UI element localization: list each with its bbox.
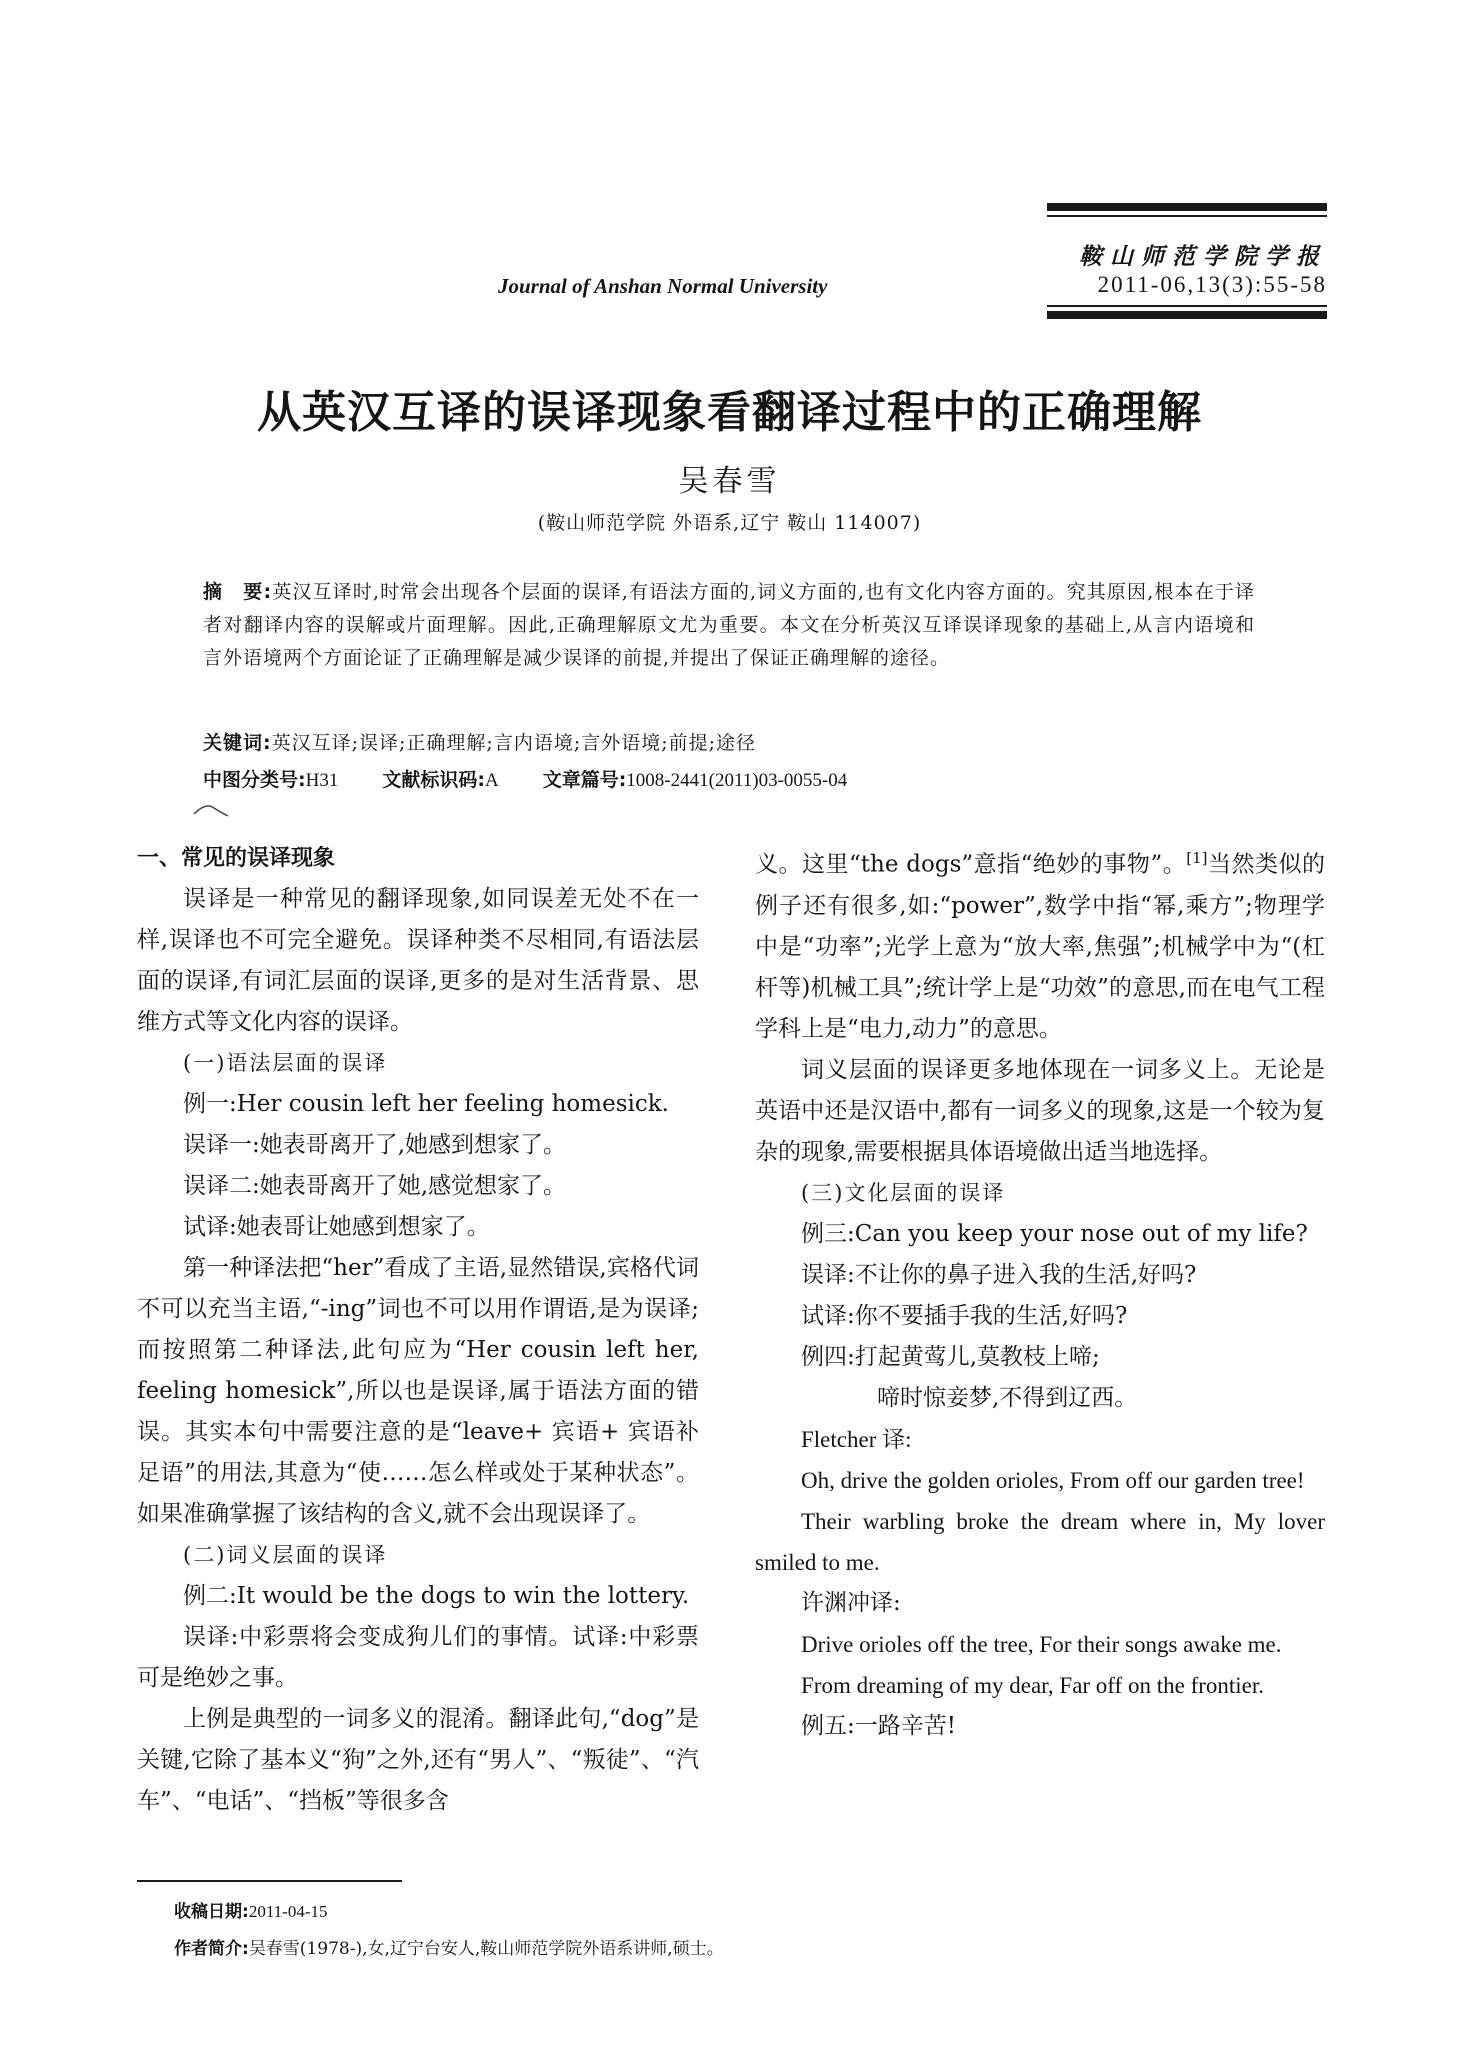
paragraph: 误译是一种常见的翻译现象,如同误差无处不在一样,误译也不可完全避免。误译种类不尽相同,有语法层面的误译,有词汇层面的误译,更多的是对生活背景、思维方式等文化内容的误译。	[137, 886, 699, 1035]
example-3-mistranslation: 误译:不让你的鼻子进入我的生活,好吗?	[801, 1261, 1197, 1288]
xu-line-2: From dreaming of my dear, Far off on the frontier.	[801, 1672, 1265, 1698]
paragraph-text: 义。这里“the dogs”意指“绝妙的事物”。	[755, 851, 1187, 878]
xu-line-1: Drive orioles off the tree, For their songs awake me.	[801, 1631, 1282, 1657]
classification-line	[203, 765, 1303, 792]
doc-code-label: 文献标识码:	[382, 769, 485, 791]
received-label: 收稿日期:	[174, 1902, 249, 1922]
paragraph: 上例是典型的一词多义的混淆。翻译此句,“dog”是关键,它除了基本义“狗”之外,还有“男人”、“叛徒”、“汽车”、“电话”、“挡板”等很多含	[137, 1706, 699, 1814]
example-1-mistranslation-2: 误译二:她表哥离开了她,感觉想家了。	[183, 1173, 567, 1199]
article-no-label: 文章篇号:	[542, 769, 627, 791]
section-heading-1: 一、常见的误译现象	[137, 846, 336, 871]
subsection-heading-2: (二)词义层面的误译	[183, 1543, 388, 1567]
clc-label: 中图分类号:	[203, 769, 306, 791]
abstract-label: 摘 要:	[203, 581, 273, 603]
fletcher-line-2: Their warbling broke the dream where in, My lover smiled to me.	[755, 1508, 1325, 1575]
footnote-author	[174, 1934, 724, 1959]
example-3: 例三:Can you keep your nose out of my life?	[801, 1220, 1308, 1247]
header-rule-top-thick	[1047, 203, 1327, 211]
fletcher-label: Fletcher 译:	[801, 1426, 912, 1452]
body-column-left	[137, 838, 699, 1822]
example-2: 例二:It would be the dogs to win the lottery.	[183, 1583, 690, 1609]
example-4-line-2: 啼时惊妾梦,不得到辽西。	[877, 1384, 1138, 1411]
example-1: 例一:Her cousin left her feeling homesick.	[183, 1091, 669, 1117]
subsection-heading-1: (一)语法层面的误译	[183, 1051, 388, 1075]
example-1-mistranslation-1: 误译一:她表哥离开了,她感到想家了。	[183, 1132, 567, 1158]
abstract-text: 英汉互译时,时常会出现各个层面的误译,有语法方面的,词义方面的,也有文化内容方面的。究其原因,根本在于译者对翻译内容的误解或片面理解。因此,正确理解原文尤为重要。本文在分析英汉互译误译现象的基础上,从言内语境和言外语境两个方面论证了正确理解是减少误译的前提,并提出了保证正确理解的途径。	[203, 581, 1255, 669]
journal-name-cn: 鞍山师范学院学报	[1079, 243, 1327, 270]
footnote-received	[174, 1897, 328, 1922]
paragraph-text: 当然类似的例子还有很多,如:“power”,数学中指“幂,乘方”;物理学中是“功率”;光学上意为“放大率,焦强”;机械学中为“(杠杆等)机械工具”;统计学上是“功效”的意思,而在电气工程学科上是“电力,动力”的意思。	[755, 851, 1326, 1042]
paragraph: 词义层面的误译更多地体现在一词多义上。无论是英语中还是汉语中,都有一词多义的现象,这是一个较为复杂的现象,需要根据具体语境做出适当地选择。	[755, 1056, 1325, 1165]
keywords-text: 英汉互译;误译;正确理解;言内语境;言外语境;前提;途径	[271, 732, 757, 754]
body-column-right	[755, 838, 1325, 1747]
example-5: 例五:一路辛苦!	[801, 1712, 956, 1739]
article-author: 吴春雪	[678, 464, 781, 499]
paragraph: 误译:中彩票将会变成狗儿们的事情。试译:中彩票可是绝妙之事。	[137, 1624, 699, 1691]
fletcher-line-1: Oh, drive the golden orioles, From off our garden tree!	[801, 1467, 1305, 1493]
journal-issue: 2011-06,13(3):55-58	[1097, 272, 1327, 297]
article-title: 从英汉互译的误译现象看翻译过程中的正确理解	[257, 387, 1202, 438]
paragraph: 第一种译法把“her”看成了主语,显然错误,宾格代词不可以充当主语,“-ing”词也不可以用作谓语,是为误译;而按照第二种译法,此句应为“Her cousin left her, feeling homesick”,所以也是误译,属于语法方面的错误。其实本句中需要注意的是“leave+ 宾语+ 宾语补足语”的用法,其意为“使……怎么样或处于某种状态”。如果准确掌握了该结构的含义,就不会出现误译了。	[137, 1255, 699, 1527]
example-1-suggested: 试译:她表哥让她感到想家了。	[183, 1214, 490, 1240]
abstract	[203, 576, 1255, 675]
header-rule-bottom-thin	[1047, 305, 1327, 307]
keywords-label: 关键词:	[203, 732, 272, 754]
paragraph	[755, 838, 1325, 1050]
example-3-suggested: 试译:你不要插手我的生活,好吗?	[801, 1302, 1128, 1329]
keywords	[203, 728, 1255, 755]
journal-name-en: Journal of Anshan Normal University	[498, 274, 828, 298]
separator-ornament	[192, 800, 232, 818]
header-rule-bottom-thick	[1047, 311, 1327, 319]
footnote-rule	[137, 1880, 402, 1882]
clc-value: H31	[305, 770, 339, 791]
article-no-value: 1008-2441(2011)03-0055-04	[626, 770, 848, 791]
doc-code-value: A	[484, 770, 499, 791]
subsection-heading-3: (三)文化层面的误译	[801, 1180, 1006, 1205]
example-4: 例四:打起黄莺儿,莫教枝上啼;	[801, 1343, 1100, 1370]
author-bio: 吴春雪(1978-),女,辽宁台安人,鞍山师范学院外语系讲师,硕士。	[248, 1939, 724, 1959]
xu-label: 许渊冲译:	[801, 1589, 901, 1616]
author-affiliation: (鞍山师范学院 外语系,辽宁 鞍山 114007)	[537, 512, 922, 534]
citation: [1]	[1186, 849, 1208, 867]
header-rule-top-thin	[1047, 215, 1327, 217]
author-bio-label: 作者简介:	[174, 1939, 249, 1959]
received-date: 2011-04-15	[248, 1902, 328, 1921]
